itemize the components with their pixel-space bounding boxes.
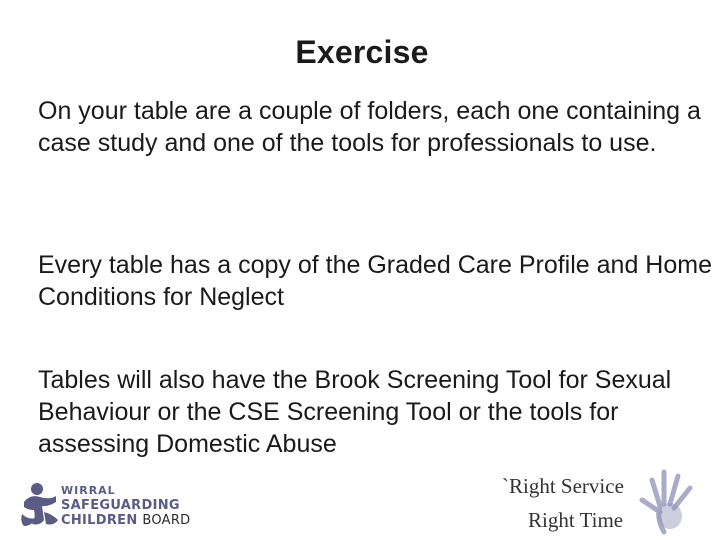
tagline bbox=[496, 470, 706, 536]
paragraph-screening-tools: Tables will also have the Brook Screening Tool for Sexual Behaviour or the CSE Screening Tool or the tools for assessing Domestic Abuse bbox=[38, 366, 672, 458]
logo-word-children: CHILDREN bbox=[61, 513, 138, 528]
tagline-right-service: `Right Service bbox=[502, 474, 624, 498]
logo-line-children-board bbox=[61, 513, 190, 528]
paragraph-folders: On your table are a couple of folders, each one containing a case study and one of the tools for professionals to use. bbox=[38, 97, 701, 157]
logo-line-safeguarding: SAFEGUARDING bbox=[61, 498, 180, 513]
logo-word-board: BOARD bbox=[142, 513, 191, 528]
handprint-icon bbox=[634, 466, 700, 536]
logo-line-wirral: WIRRAL bbox=[61, 484, 116, 497]
wirral-safeguarding-logo bbox=[20, 478, 220, 534]
tagline-right-time: Right Time bbox=[528, 508, 624, 532]
logo-text bbox=[61, 483, 190, 528]
child-figure-logo-icon bbox=[20, 480, 60, 530]
paragraph-graded-care: Every table has a copy of the Graded Care Profile and Home Conditions for Neglect bbox=[38, 251, 712, 311]
slide-title: Exercise bbox=[295, 34, 429, 70]
